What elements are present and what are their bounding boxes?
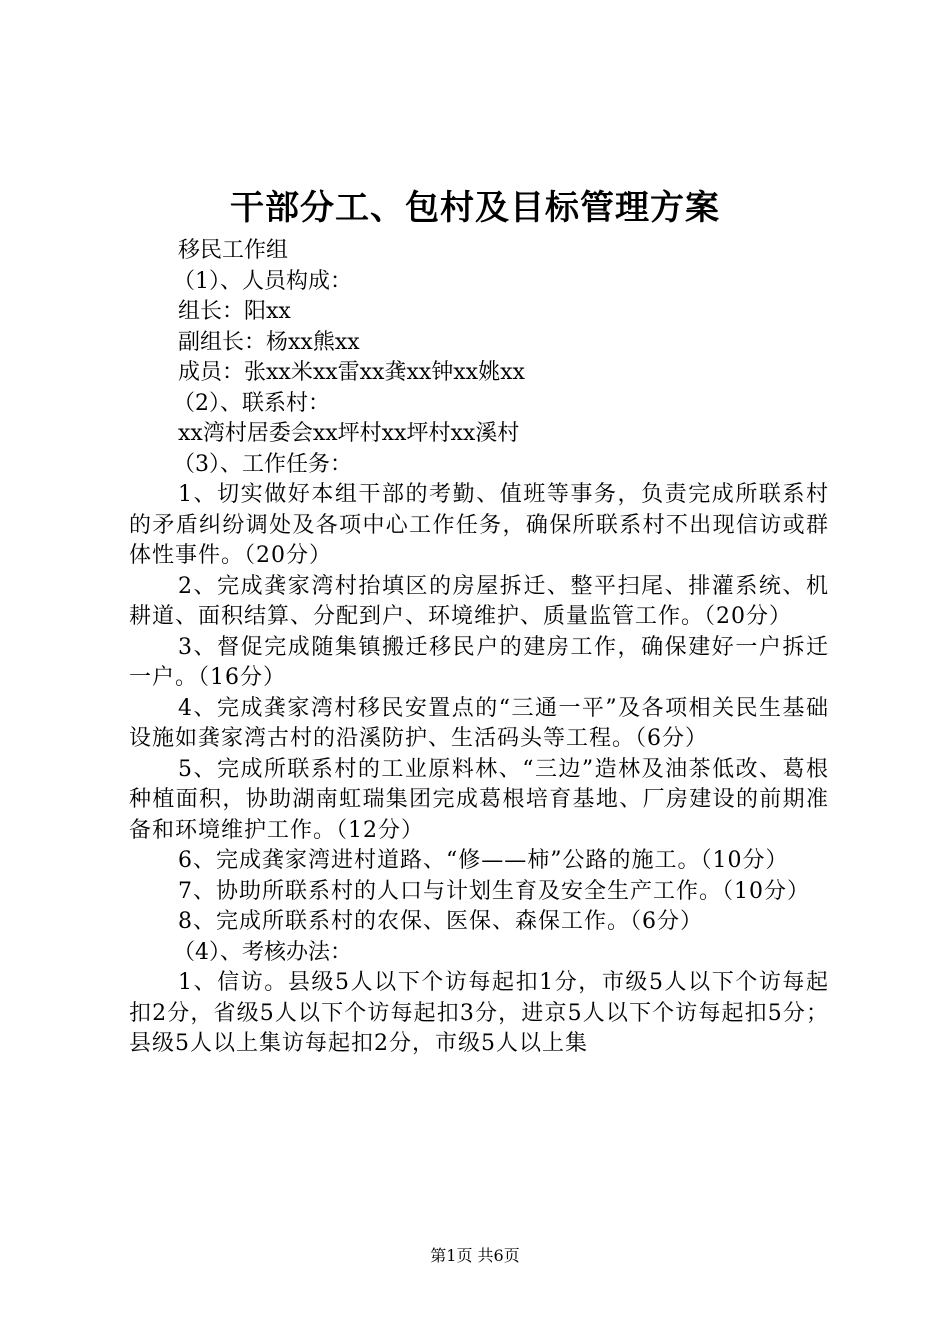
document-title: 干部分工、包村及目标管理方案 — [230, 188, 720, 228]
task-item: 2、完成龚家湾村抬填区的房屋拆迁、整平扫尾、排灌系统、机耕道、面积结算、分配到户、环境维护、质量监管工作。（20分） — [129, 573, 829, 629]
task-item: 6、完成龚家湾进村道路、“修——柿”公路的施工。（10分） — [178, 848, 789, 873]
section-heading-assessment: （4）、考核办法： — [173, 939, 352, 965]
group-members: 成员：张xx米xx雷xx龚xx钟xx姚xx — [178, 360, 525, 385]
document-body — [129, 236, 829, 1060]
task-item: 5、完成所联系村的工业原料林、“三边”造林及油茶低改、葛根种植面积，协助湖南虹瑞集团完成葛根培育基地、厂房建设的前期准备和环境维护工作。（12分） — [129, 756, 829, 843]
village-list: xx湾村居委会xx坪村xx坪村xx溪村 — [178, 421, 520, 446]
task-item: 8、完成所联系村的农保、医保、森保工作。（6分） — [178, 909, 703, 934]
task-item: 1、切实做好本组干部的考勤、值班等事务，负责完成所联系村的矛盾纠纷调处及各项中心工作任务，确保所联系村不出现信访或群体性事件。（20分） — [129, 482, 829, 568]
section-heading-tasks: （3）、工作任务： — [173, 451, 352, 477]
task-item: 7、协助所联系村的人口与计划生育及安全生产工作。（10分） — [178, 878, 810, 904]
task-item: 3、督促完成随集镇搬迁移民户的建房工作，确保建好一户拆迁一户。（16分） — [129, 634, 829, 690]
section-heading-personnel: （1）、人员构成： — [173, 268, 352, 294]
assessment-item: 1、信访。县级5人以下个访每起扣1分，市级5人以下个访每起扣2分，省级5人以下个访每起扣3分，进京5人以下个访每起扣5分；县级5人以上集访每起扣2分，市级5人以上集 — [129, 970, 829, 1056]
section-heading-villages: （2）、联系村： — [173, 390, 330, 416]
deputy-leader: 副组长：杨xx熊xx — [178, 329, 360, 355]
page-footer: 第1页 共6页 — [430, 1246, 520, 1265]
group-leader: 组长：阳xx — [178, 299, 291, 324]
task-item: 4、完成龚家湾村移民安置点的“三通一平”及各项相关民生基础设施如龚家湾古村的沿溪防护、生活码头等工程。（6分） — [129, 695, 829, 751]
group-name: 移民工作组 — [178, 238, 289, 263]
